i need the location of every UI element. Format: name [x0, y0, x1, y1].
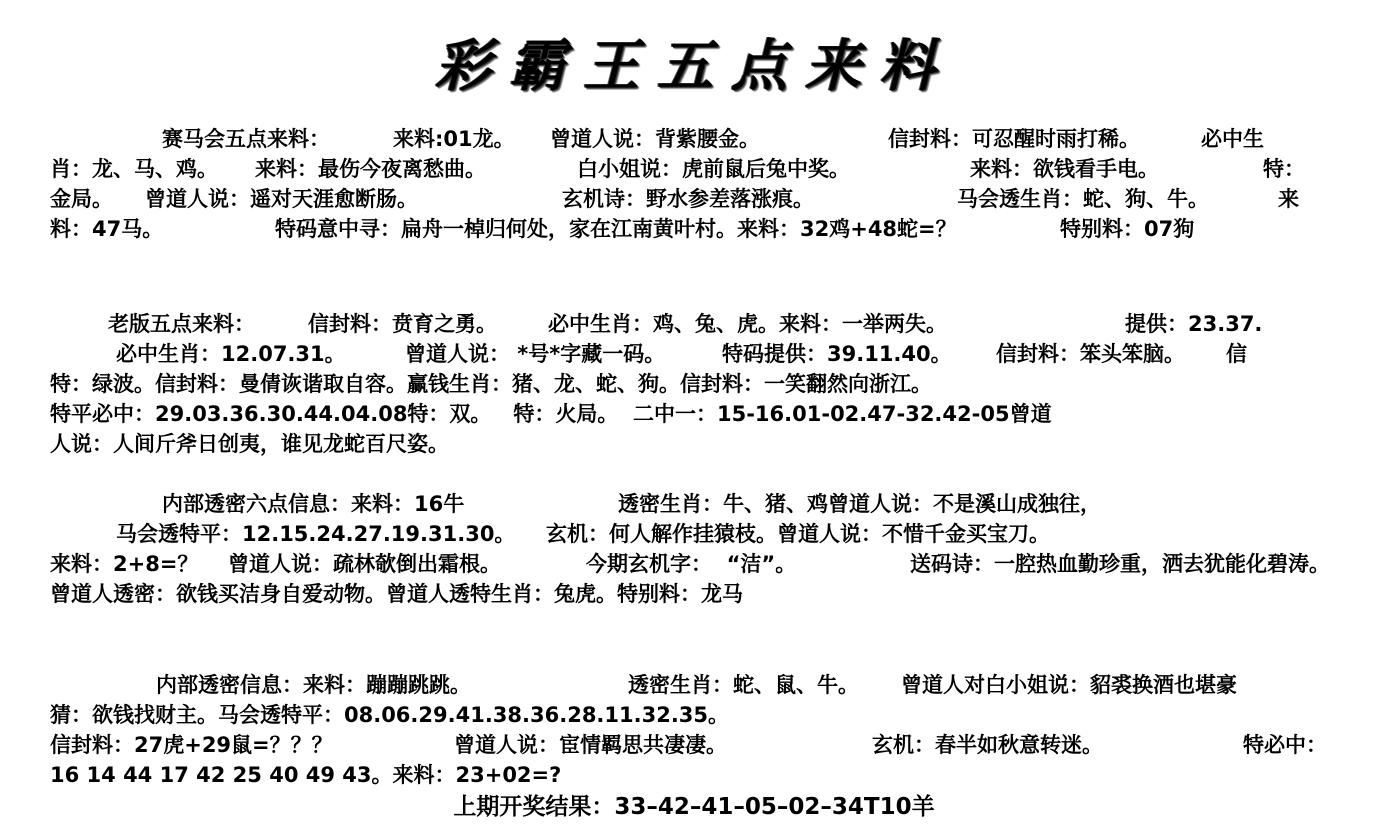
- text-segment: 老版五点来料：: [108, 312, 255, 336]
- text-line: [50, 214, 1385, 244]
- text-line: [50, 730, 1385, 760]
- text-segment: 玄机诗：野水参差落涨痕。: [562, 187, 814, 211]
- text-segment: 玄机：春半如秋意转迷。: [872, 733, 1103, 757]
- text-segment: 曾道人说：背紫腰金。: [550, 127, 760, 151]
- text-segment: 内部透密信息：来料：蹦蹦跳跳。: [156, 673, 471, 697]
- text-line: [50, 399, 1385, 429]
- last-draw-result: 上期开奖结果：33–42–41–05–02–34T10羊: [453, 794, 935, 820]
- text-segment: 曾道人透密：欲钱买洁身自爱动物。曾道人透特生肖：兔虎。特别料：龙马: [50, 582, 743, 606]
- page-title: 彩霸王五点来料: [435, 33, 953, 99]
- text-segment: 料：47马。: [50, 217, 164, 241]
- text-line: [50, 369, 1385, 399]
- text-segment: 玄机：何人解作挂猿枝。曾道人说：不惜千金买宝刀。: [546, 522, 1050, 546]
- text-line: [50, 154, 1385, 184]
- text-segment: 肖：龙、马、鸡。: [50, 157, 218, 181]
- text-line: [50, 309, 1385, 339]
- text-segment: 特：绿波。信封料：曼倩诙谐取自容。赢钱生肖：猪、龙、蛇、狗。信封料：一笑翻然向浙江。: [50, 372, 932, 396]
- text-segment: 金局。: [50, 187, 113, 211]
- text-segment: 信封料：贲育之勇。: [308, 312, 497, 336]
- text-line: [50, 519, 1385, 549]
- text-segment: 16 14 44 17 42 25 40 49 43。来料：23+02=?: [50, 763, 562, 787]
- text-segment: 内部透密六点信息：来料：16牛: [162, 492, 465, 516]
- text-segment: 马会透生肖：蛇、狗、牛。: [957, 187, 1209, 211]
- text-segment: 信封料：27虎+29鼠=？？？: [50, 733, 333, 757]
- text-segment: 曾道人说：疏林欹倒出霜根。: [228, 552, 501, 576]
- text-segment: 透密生肖：蛇、鼠、牛。: [628, 673, 859, 697]
- text-segment: 曾道人说： *号*字藏一码。: [405, 342, 666, 366]
- text-segment: 必中生肖：鸡、兔、虎。来料：一举两失。: [548, 312, 947, 336]
- text-segment: 白小姐说：虎前鼠后兔中奖。: [577, 157, 850, 181]
- text-segment: 人说：人间斤斧日创夷，谁见龙蛇百尺姿。: [50, 432, 449, 456]
- text-segment: 透密生肖：牛、猪、鸡曾道人说：不是溪山成独往，: [618, 492, 1101, 516]
- section-neibu-liudian: [50, 489, 1385, 609]
- section-saimahui: [50, 124, 1385, 244]
- text-segment: 信封料：可忍醒时雨打稀。: [888, 127, 1140, 151]
- text-line: [50, 579, 1385, 609]
- text-segment: 特码意中寻：扁舟一棹归何处，家在江南黄叶村。来料：32鸡+48蛇=？: [275, 217, 957, 241]
- text-segment: 来料:01龙。: [393, 127, 515, 151]
- text-segment: 信: [1226, 342, 1247, 366]
- text-line: [50, 760, 1385, 790]
- text-segment: 赛马会五点来料：: [162, 127, 330, 151]
- text-segment: 今期玄机字： “洁”。: [586, 552, 797, 576]
- text-segment: 马会透特平：12.15.24.27.19.31.30。: [116, 522, 516, 546]
- text-segment: 提供：23.37.: [1125, 312, 1263, 336]
- text-segment: 来料：2+8=？: [50, 552, 199, 576]
- text-line: [50, 184, 1385, 214]
- text-line: [50, 429, 1385, 459]
- text-segment: 来料：最伤今夜离愁曲。: [255, 157, 486, 181]
- text-segment: 曾道人说：遥对天涯愈断肠。: [145, 187, 418, 211]
- section-neibu: [50, 670, 1385, 790]
- text-line: [50, 339, 1385, 369]
- text-segment: 曾道人说：宦情羁思共凄凄。: [454, 733, 727, 757]
- text-segment: 特必中：: [1243, 733, 1327, 757]
- text-segment: 必中生: [1201, 127, 1264, 151]
- section-laoban: [50, 309, 1385, 459]
- text-segment: 信封料：笨头笨脑。: [996, 342, 1185, 366]
- text-segment: 猜：欲钱找财主。马会透特平：08.06.29.41.38.36.28.11.32.35。: [50, 703, 730, 727]
- text-line: [50, 489, 1385, 519]
- text-line: [50, 670, 1385, 700]
- text-segment: 曾道人对白小姐说：貂裘换酒也堪豪: [901, 673, 1237, 697]
- text-segment: 来: [1278, 187, 1299, 211]
- text-line: [50, 549, 1385, 579]
- text-segment: 特：: [1263, 157, 1305, 181]
- text-segment: 必中生肖：12.07.31。: [116, 342, 346, 366]
- text-segment: 送码诗：一腔热血勤珍重，洒去犹能化碧涛。: [910, 552, 1330, 576]
- text-segment: 来料：欲钱看手电。: [970, 157, 1159, 181]
- text-segment: 特码提供：39.11.40。: [722, 342, 952, 366]
- text-line: [50, 124, 1385, 154]
- text-line: [50, 700, 1385, 730]
- text-segment: 特别料：07狗: [1060, 217, 1195, 241]
- text-segment: 特平必中：29.03.36.30.44.04.08特：双。 特：火局。 二中一：15-16.01-02.47-32.42-05曾道: [50, 402, 1052, 426]
